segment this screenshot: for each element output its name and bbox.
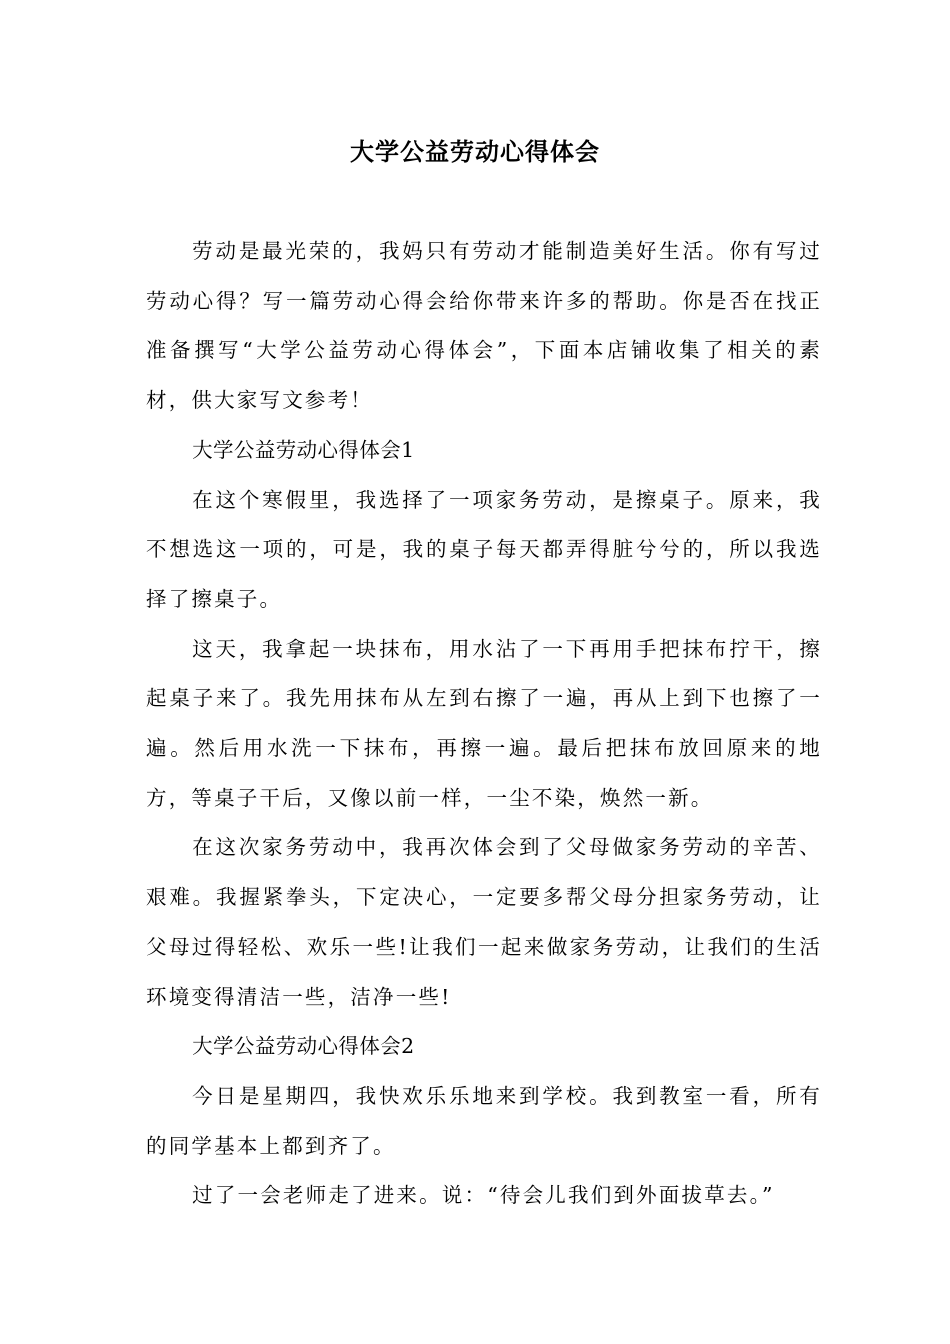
document-body [146, 227, 822, 1221]
paragraph: 过了一会老师走了进来。说：“待会儿我们到外面拔草去。” [192, 1183, 775, 1208]
section-heading-2: 大学公益劳动心得体会2 [192, 1034, 415, 1059]
section-heading-1: 大学公益劳动心得体会1 [192, 437, 415, 462]
paragraph: 今日是星期四，我快欢乐乐地来到学校。我到教室一看，所有的同学基本上都到齐了。 [146, 1083, 822, 1158]
paragraph: 这天，我拿起一块抹布，用水沾了一下再用手把抹布拧干，擦起桌子来了。我先用抹布从左到右擦了一遍，再从上到下也擦了一遍。然后用水洗一下抹布，再擦一遍。最后把抹布放回原来的地方，等桌子干后，又像以前一样，一尘不染，焕然一新。 [146, 636, 822, 810]
paragraph: 在这个寒假里，我选择了一项家务劳动，是擦桌子。原来，我不想选这一项的，可是，我的桌子每天都弄得脏兮兮的，所以我选择了擦桌子。 [146, 487, 822, 611]
paragraph: 在这次家务劳动中，我再次体会到了父母做家务劳动的辛苦、艰难。我握紧拳头，下定决心，一定要多帮父母分担家务劳动，让父母过得轻松、欢乐一些!让我们一起来做家务劳动，让我们的生活环境变得清洁一些，洁净一些! [146, 835, 822, 1009]
document-title: 大学公益劳动心得体会 [350, 138, 600, 166]
paragraph-intro: 劳动是最光荣的，我妈只有劳动才能制造美好生活。你有写过劳动心得？写一篇劳动心得会给你带来许多的帮助。你是否在找正准备撰写“大学公益劳动心得体会”，下面本店铺收集了相关的素材，供大家写文参考！ [146, 239, 822, 413]
